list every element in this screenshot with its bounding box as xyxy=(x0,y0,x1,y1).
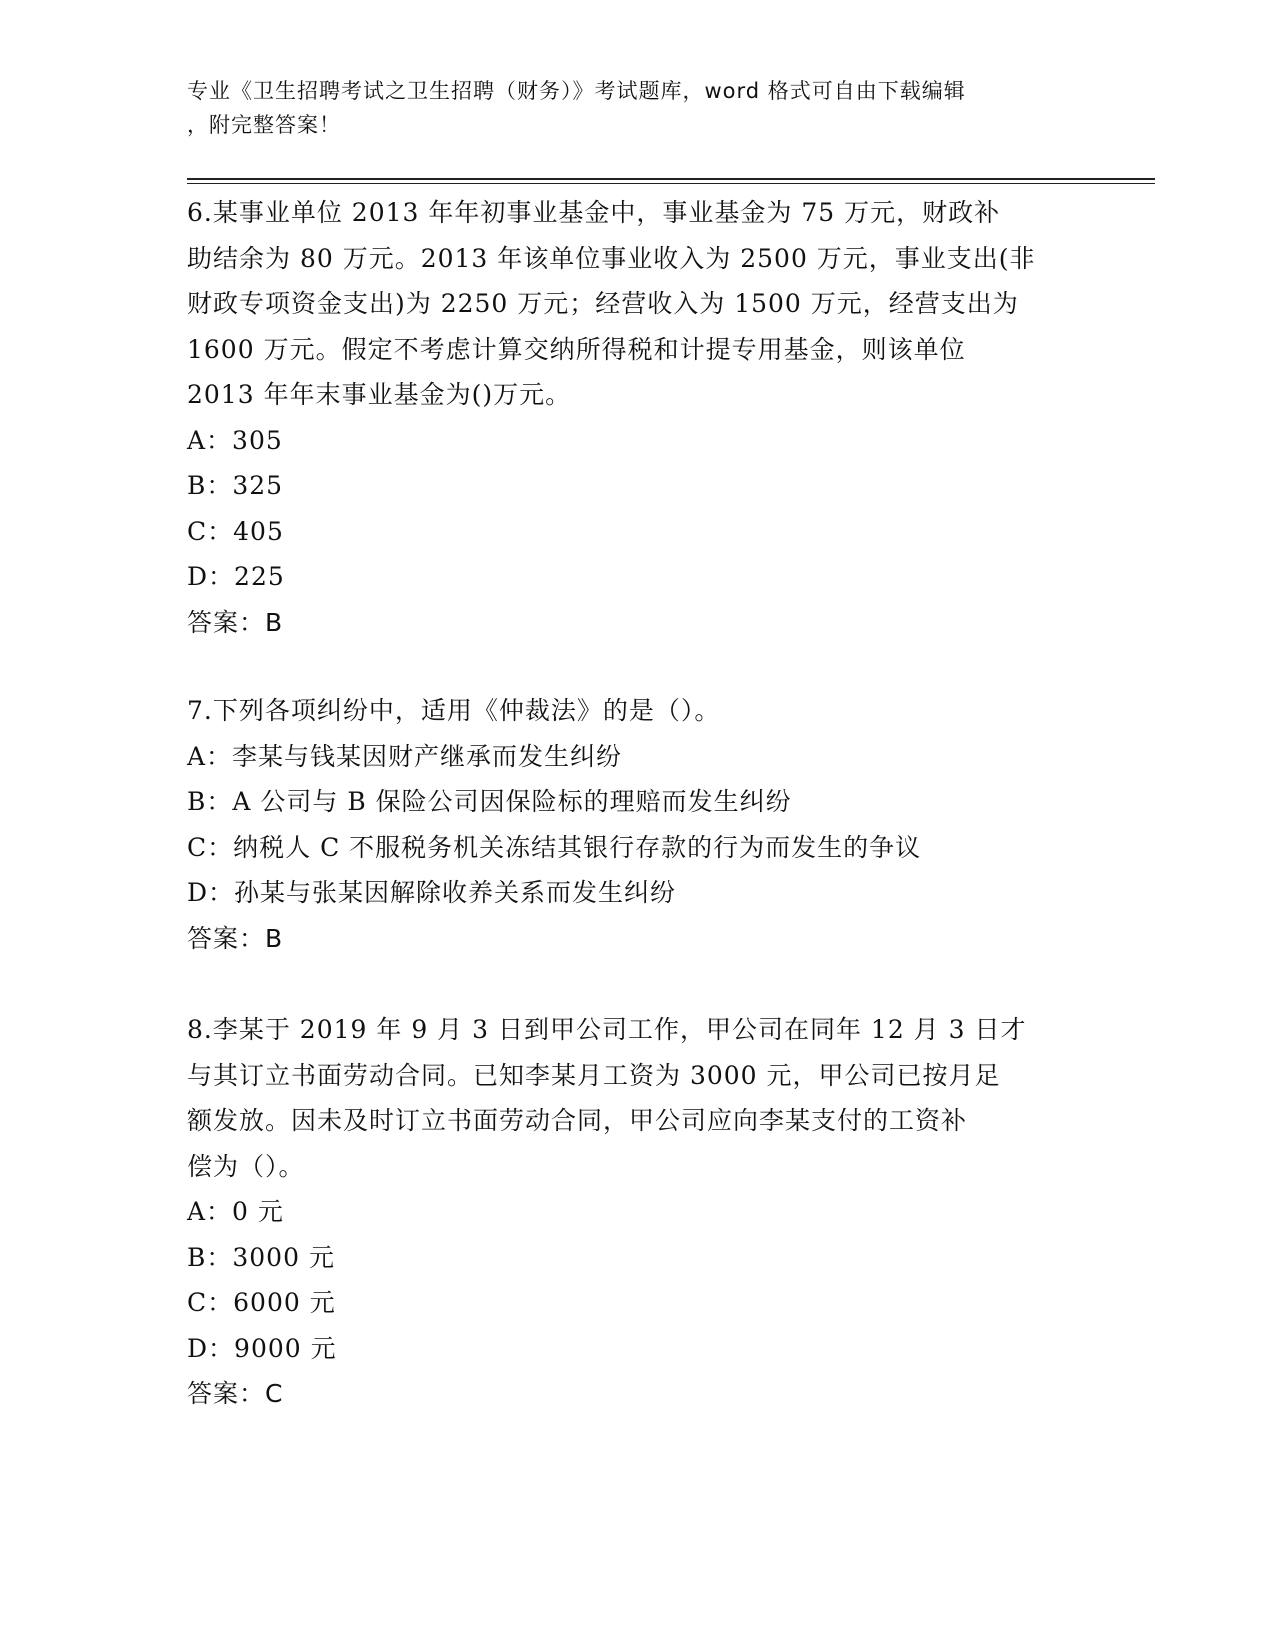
option-d: D：225 xyxy=(187,562,285,591)
question-6 xyxy=(187,190,1087,645)
stem-line: 8.李某于 2019 年 9 月 3 日到甲公司工作，甲公司在同年 12 月 3 日才 xyxy=(187,1015,1027,1044)
document-header xyxy=(187,74,1087,142)
option-a: A：0 元 xyxy=(187,1197,284,1226)
option-a: A：李某与钱某因财产继承而发生纠纷 xyxy=(187,741,623,771)
answer: 答案：C xyxy=(187,1379,284,1408)
stem-line: 7.下列各项纠纷中，适用《仲裁法》的是（）。 xyxy=(187,696,721,725)
question-stem xyxy=(187,1007,1087,1189)
header-line: ，附完整答案！ xyxy=(187,113,341,137)
question-7 xyxy=(187,688,1087,961)
question-stem xyxy=(187,190,1087,418)
stem-line: 6.某事业单位 2013 年年初事业基金中，事业基金为 75 万元，财政补 xyxy=(187,198,1001,227)
stem-line: 与其订立书面劳动合同。已知李某月工资为 3000 元，甲公司已按月足 xyxy=(187,1060,1001,1090)
option-d: D：9000 元 xyxy=(187,1333,337,1363)
header-divider-thin xyxy=(187,183,1155,184)
question-stem xyxy=(187,688,1087,734)
option-c: C：纳税人 C 不服税务机关冻结其银行存款的行为而发生的争议 xyxy=(187,832,922,862)
stem-line: 2013 年年末事业基金为()万元。 xyxy=(187,380,572,409)
option-b: B：3000 元 xyxy=(187,1242,335,1272)
option-c: C：405 xyxy=(187,516,284,546)
stem-line: 偿为（）。 xyxy=(187,1151,305,1181)
stem-line: 助结余为 80 万元。2013 年该单位事业收入为 2500 万元，事业支出(非 xyxy=(187,243,1036,273)
stem-line: 1600 万元。假定不考虑计算交纳所得税和计提专用基金，则该单位 xyxy=(187,334,966,364)
answer: 答案：B xyxy=(187,607,284,637)
stem-line: 财政专项资金支出)为 2250 万元；经营收入为 1500 万元，经营支出为 xyxy=(187,289,1019,318)
stem-line: 额发放。因未及时订立书面劳动合同，甲公司应向李某支付的工资补 xyxy=(187,1106,968,1135)
question-8 xyxy=(187,1007,1087,1417)
header-line: 专业《卫生招聘考试之卫生招聘（财务）》考试题库，word 格式可自由下载编辑 xyxy=(187,79,966,103)
header-divider xyxy=(187,178,1155,180)
option-c: C：6000 元 xyxy=(187,1288,336,1317)
option-b: B：325 xyxy=(187,471,284,500)
option-d: D：孙某与张某因解除收养关系而发生纠纷 xyxy=(187,878,677,907)
answer: 答案：B xyxy=(187,923,284,953)
option-b: B：A 公司与 B 保险公司因保险标的理赔而发生纠纷 xyxy=(187,787,792,816)
option-a: A：305 xyxy=(187,425,283,455)
